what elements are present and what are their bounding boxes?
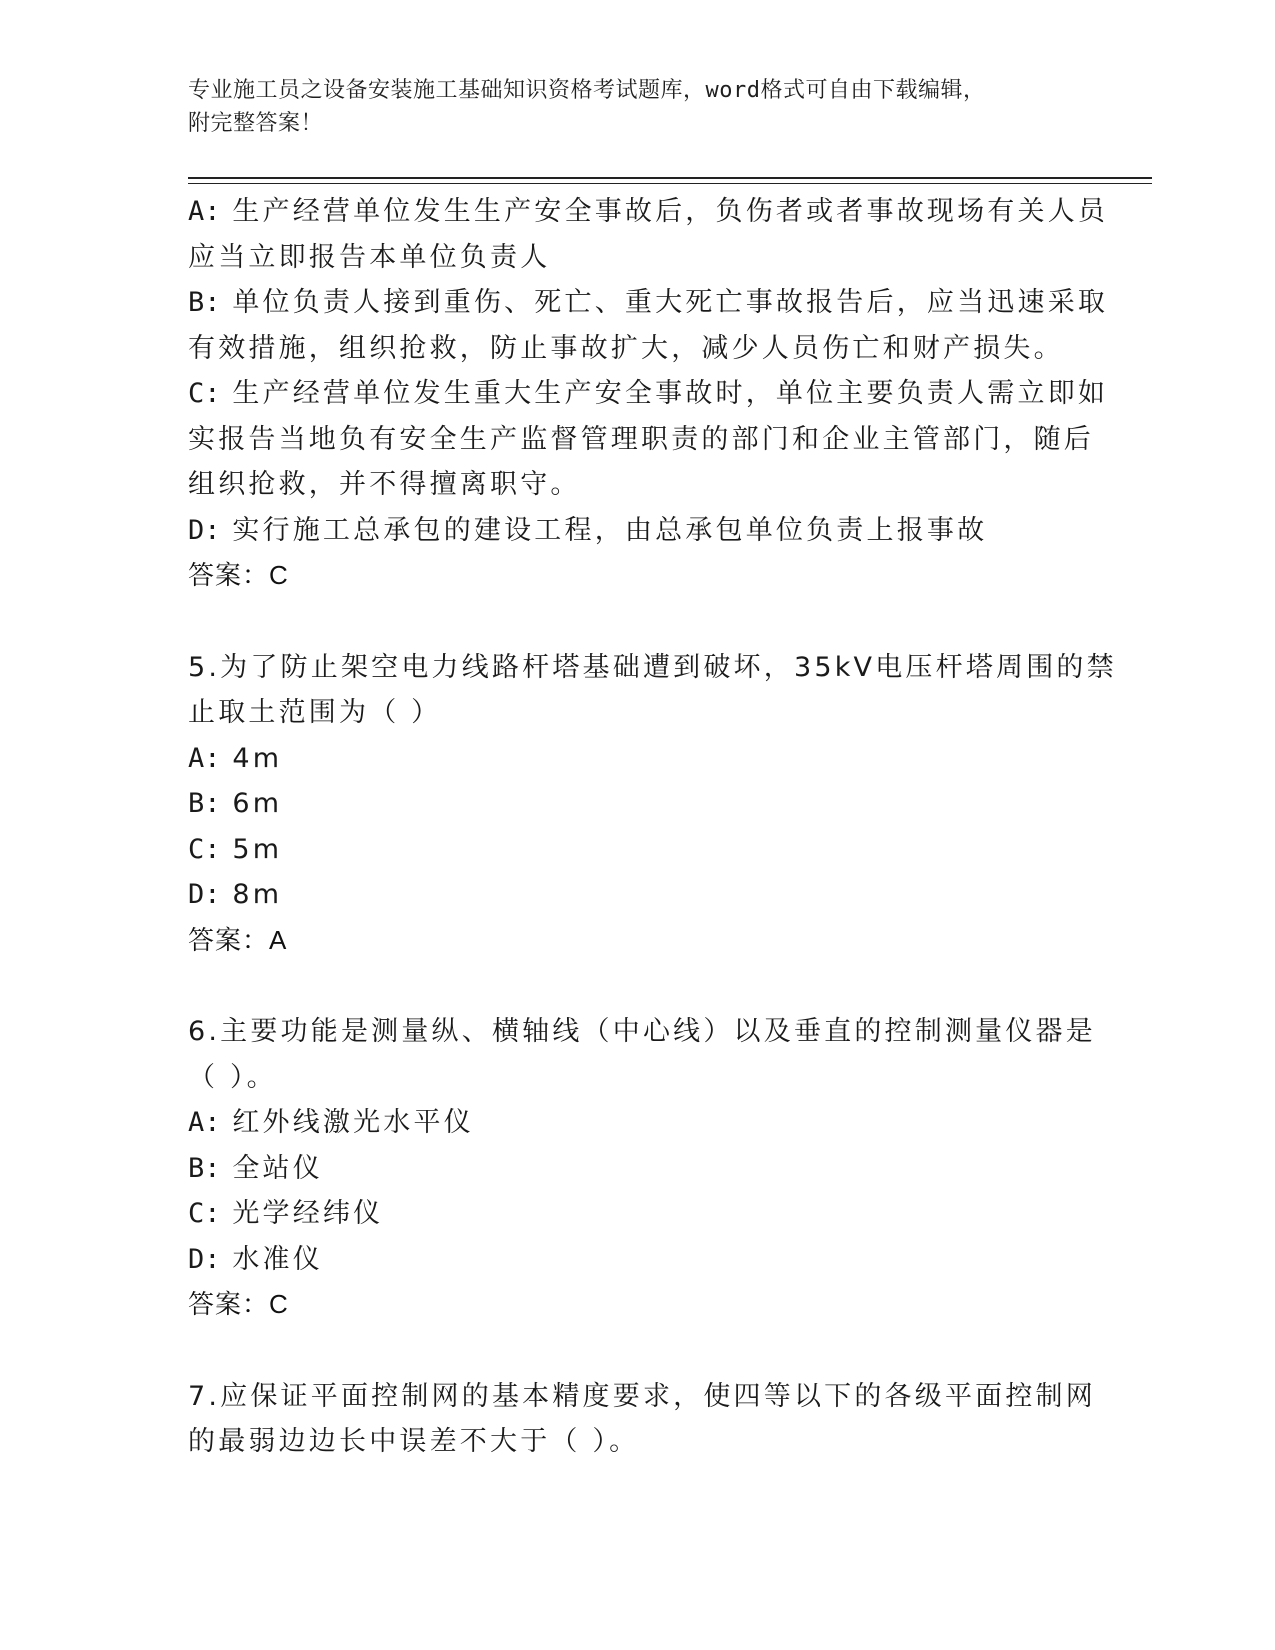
q4-answer-label: 答案：	[188, 561, 270, 591]
q4-option-c-key: C:	[188, 378, 221, 409]
q5-option-b	[188, 781, 1088, 827]
q7-stem-line-1: 7.应保证平面控制网的基本精度要求，使四等以下的各级平面控制网	[188, 1380, 1096, 1412]
q6-option-d	[188, 1237, 1088, 1283]
q4-option-c-text: 生产经营单位发生重大生产安全事故时，单位主要负责人需立即如	[232, 378, 1109, 409]
q6-answer	[188, 1282, 1088, 1328]
q6-option-c-key: C:	[188, 1198, 221, 1229]
q6-answer-label: 答案：	[188, 1290, 270, 1320]
q4-option-d-key: D:	[188, 514, 221, 546]
question-5	[188, 645, 1117, 964]
question-6	[188, 1009, 1096, 1328]
q5-option-b-text: 6m	[232, 788, 283, 819]
q6-option-b	[188, 1146, 1088, 1192]
q4-option-c-line-1	[188, 371, 1109, 417]
spacer	[188, 963, 1088, 1009]
document-header	[188, 74, 1068, 140]
q5-answer	[188, 918, 1088, 964]
q5-option-d-text: 8m	[232, 879, 283, 910]
q6-option-b-key: B:	[188, 1152, 221, 1184]
q5-option-a-key: A:	[188, 742, 221, 774]
header-line-1	[188, 74, 1068, 107]
q4-option-b-key: B:	[188, 287, 221, 318]
header-divider-thick	[188, 177, 1152, 179]
q5-stem-line-2: 止取土范围为（ ）	[188, 697, 442, 728]
q4-option-a-text: 生产经营单位发生生产安全事故后，负伤者或者事故现场有关人员	[232, 196, 1109, 227]
header-word-text: word	[705, 78, 761, 103]
q5-option-c	[188, 827, 1088, 873]
q5-option-d-key: D:	[188, 879, 221, 910]
q6-option-a	[188, 1100, 1088, 1146]
q4-option-a-key: A:	[188, 196, 221, 227]
q5-answer-label: 答案：	[188, 925, 270, 956]
q4-option-d-line-1	[188, 508, 1088, 554]
q6-option-d-key: D:	[188, 1243, 221, 1275]
q6-option-a-text: 红外线激光水平仪	[232, 1107, 474, 1138]
q6-option-a-key: A:	[188, 1107, 221, 1138]
q6-answer-value: C	[269, 1289, 289, 1319]
q6-stem-line-1: 6.主要功能是测量纵、横轴线（中心线）以及垂直的控制测量仪器是	[188, 1016, 1096, 1047]
q6-option-c	[188, 1191, 1088, 1237]
q4-option-d-text: 实行施工总承包的建设工程，由总承包单位负责上报事故	[232, 514, 988, 546]
q4-option-b-text: 单位负责人接到重伤、死亡、重大死亡事故报告后，应当迅速采取	[232, 287, 1109, 318]
q6-option-c-text: 光学经纬仪	[232, 1198, 384, 1229]
q4-answer	[188, 553, 1088, 599]
question-7	[188, 1374, 1096, 1465]
header-line-1-post: 格式可自由下载编辑，	[760, 78, 986, 103]
q5-option-a	[188, 736, 1088, 782]
q4-option-c-line-3: 组织抢救，并不得擅离职守。	[188, 469, 581, 500]
q5-option-d	[188, 872, 1088, 918]
q4-option-a-line-1	[188, 189, 1109, 235]
header-line-1-pre: 专业施工员之设备安装施工基础知识资格考试题库，	[188, 78, 706, 103]
q4-option-a-line-2: 应当立即报告本单位负责人	[188, 241, 551, 273]
q7-stem-line-2: 的最弱边边长中误差不大于（ ）。	[188, 1426, 640, 1457]
q6-option-d-text: 水准仪	[232, 1243, 323, 1275]
spacer	[188, 1328, 1088, 1374]
q5-option-c-key: C:	[188, 833, 221, 865]
q6-stem-line-2: （ ）。	[188, 1061, 277, 1093]
q5-stem-line-1: 5.为了防止架空电力线路杆塔基础遭到破坏，35kV电压杆塔周围的禁	[188, 651, 1117, 683]
q4-option-b-line-2: 有效措施，组织抢救，防止事故扩大，减少人员伤亡和财产损失。	[188, 332, 1064, 364]
q4-option-c-line-2: 实报告当地负有安全生产监督管理职责的部门和企业主管部门，随后	[188, 423, 1094, 455]
header-line-2: 附完整答案！	[188, 111, 324, 136]
q5-option-b-key: B:	[188, 788, 221, 819]
q5-option-c-text: 5m	[232, 833, 283, 865]
spacer	[188, 599, 1088, 645]
question-content	[188, 189, 1117, 1465]
question-4	[188, 189, 1109, 599]
q6-option-b-text: 全站仪	[232, 1152, 323, 1184]
q4-answer-value: C	[269, 560, 289, 590]
q4-option-b-line-1	[188, 280, 1109, 326]
q5-answer-value: A	[269, 924, 288, 955]
header-divider-thin	[188, 183, 1152, 184]
q5-option-a-text: 4m	[232, 742, 283, 774]
